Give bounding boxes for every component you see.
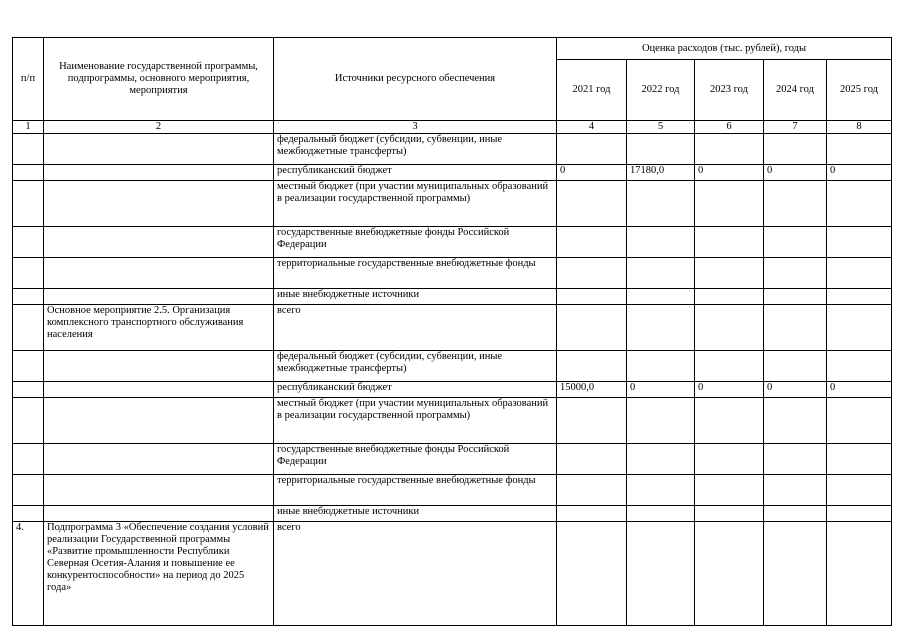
row-value (627, 289, 695, 305)
column-number: 4 (557, 121, 627, 134)
row-number (13, 506, 44, 522)
row-source: иные внебюджетные источники (274, 506, 557, 522)
table-row (13, 522, 892, 626)
row-value (695, 289, 764, 305)
row-number (13, 165, 44, 181)
row-number (13, 227, 44, 258)
row-value (557, 134, 627, 165)
row-source: территориальные государственные внебюджетные фонды (274, 475, 557, 506)
row-value (627, 181, 695, 227)
row-value (557, 351, 627, 382)
row-value (827, 444, 892, 475)
table-row (13, 398, 892, 444)
row-source: местный бюджет (при участии муниципальных образований в реализации государственной программы) (274, 398, 557, 444)
row-number (13, 181, 44, 227)
table-row (13, 165, 892, 181)
row-source: федеральный бюджет (субсидии, субвенции, иные межбюджетные трансферты) (274, 351, 557, 382)
row-number (13, 305, 44, 351)
column-number: 7 (764, 121, 827, 134)
row-value: 0 (695, 382, 764, 398)
row-value (764, 506, 827, 522)
row-source: местный бюджет (при участии муниципальных образований в реализации государственной программы) (274, 181, 557, 227)
table-row (13, 181, 892, 227)
row-value (827, 351, 892, 382)
table-row (13, 382, 892, 398)
row-value (627, 506, 695, 522)
row-value (764, 258, 827, 289)
row-value (557, 444, 627, 475)
row-value (627, 398, 695, 444)
row-name (44, 506, 274, 522)
row-number (13, 398, 44, 444)
header-year: 2021 год (557, 60, 627, 121)
row-source: всего (274, 522, 557, 626)
row-value (695, 305, 764, 351)
row-value (557, 305, 627, 351)
row-value: 0 (827, 382, 892, 398)
row-source: всего (274, 305, 557, 351)
row-value (827, 398, 892, 444)
column-numbers-row (13, 121, 892, 134)
table-row (13, 305, 892, 351)
row-value (557, 181, 627, 227)
row-value (627, 351, 695, 382)
row-value (764, 522, 827, 626)
row-value (627, 305, 695, 351)
row-value (827, 289, 892, 305)
row-value (695, 506, 764, 522)
row-value (827, 181, 892, 227)
header-year: 2025 год (827, 60, 892, 121)
row-name: Подпрограмма 3 «Обеспечение создания условий реализации Государственной программы «Развитие промышленности Республики Северная Осетия-Алания и повышение ее конкурентоспособности» на период до 2025 года» (44, 522, 274, 626)
row-value: 0 (627, 382, 695, 398)
row-value (695, 134, 764, 165)
row-value (557, 258, 627, 289)
row-source: государственные внебюджетные фонды Российской Федерации (274, 227, 557, 258)
row-value: 0 (764, 165, 827, 181)
row-value (695, 181, 764, 227)
row-value (557, 522, 627, 626)
table-row (13, 134, 892, 165)
row-value (827, 227, 892, 258)
row-value (627, 522, 695, 626)
row-source: федеральный бюджет (субсидии, субвенции, иные межбюджетные трансферты) (274, 134, 557, 165)
row-value (695, 522, 764, 626)
row-value (764, 227, 827, 258)
row-source: территориальные государственные внебюджетные фонды (274, 258, 557, 289)
row-number (13, 444, 44, 475)
row-source: государственные внебюджетные фонды Российской Федерации (274, 444, 557, 475)
row-number (13, 134, 44, 165)
header-name: Наименование государственной программы, подпрограммы, основного мероприятия, мероприятия (44, 38, 274, 121)
row-name (44, 134, 274, 165)
table-row (13, 506, 892, 522)
row-value (627, 444, 695, 475)
table-row (13, 289, 892, 305)
row-value (764, 134, 827, 165)
row-value (557, 227, 627, 258)
row-name (44, 289, 274, 305)
header-source: Источники ресурсного обеспечения (274, 38, 557, 121)
header-year: 2024 год (764, 60, 827, 121)
column-number: 6 (695, 121, 764, 134)
row-value (557, 475, 627, 506)
row-value: 0 (764, 382, 827, 398)
table-row (13, 351, 892, 382)
column-number: 2 (44, 121, 274, 134)
row-name (44, 398, 274, 444)
row-value: 0 (695, 165, 764, 181)
row-value (557, 506, 627, 522)
table-row (13, 475, 892, 506)
table-row (13, 444, 892, 475)
row-value (764, 398, 827, 444)
row-value: 15000,0 (557, 382, 627, 398)
row-name (44, 382, 274, 398)
row-value (764, 289, 827, 305)
row-value (695, 258, 764, 289)
row-value (827, 506, 892, 522)
column-number: 3 (274, 121, 557, 134)
row-value (827, 305, 892, 351)
row-value (764, 181, 827, 227)
row-value (764, 475, 827, 506)
row-number (13, 289, 44, 305)
row-value (627, 227, 695, 258)
column-number: 5 (627, 121, 695, 134)
row-value (695, 227, 764, 258)
row-value (764, 351, 827, 382)
row-value: 17180,0 (627, 165, 695, 181)
row-value (627, 134, 695, 165)
row-number (13, 475, 44, 506)
row-value (557, 289, 627, 305)
row-value (764, 305, 827, 351)
row-name (44, 165, 274, 181)
row-source: республиканский бюджет (274, 382, 557, 398)
column-number: 1 (13, 121, 44, 134)
row-value (557, 398, 627, 444)
row-value (827, 522, 892, 626)
row-number (13, 258, 44, 289)
row-value (627, 258, 695, 289)
table-row (13, 258, 892, 289)
row-value (695, 398, 764, 444)
row-name (44, 475, 274, 506)
row-value (827, 475, 892, 506)
row-number: 4. (13, 522, 44, 626)
budget-table (12, 37, 892, 626)
row-value (827, 134, 892, 165)
row-source: иные внебюджетные источники (274, 289, 557, 305)
row-value (627, 475, 695, 506)
row-value (695, 475, 764, 506)
row-name (44, 351, 274, 382)
row-name (44, 444, 274, 475)
header-num: п/п (13, 38, 44, 121)
column-number: 8 (827, 121, 892, 134)
row-value: 0 (557, 165, 627, 181)
row-number (13, 382, 44, 398)
table-row (13, 227, 892, 258)
header-estimate: Оценка расходов (тыс. рублей), годы (557, 38, 892, 60)
row-value (764, 444, 827, 475)
row-name (44, 227, 274, 258)
row-number (13, 351, 44, 382)
header-year: 2022 год (627, 60, 695, 121)
header-year: 2023 год (695, 60, 764, 121)
row-value (695, 444, 764, 475)
row-value: 0 (827, 165, 892, 181)
row-name: Основное мероприятие 2.5. Организация комплексного транспортного обслуживания населения (44, 305, 274, 351)
row-value (827, 258, 892, 289)
row-value (695, 351, 764, 382)
row-name (44, 181, 274, 227)
row-source: республиканский бюджет (274, 165, 557, 181)
row-name (44, 258, 274, 289)
